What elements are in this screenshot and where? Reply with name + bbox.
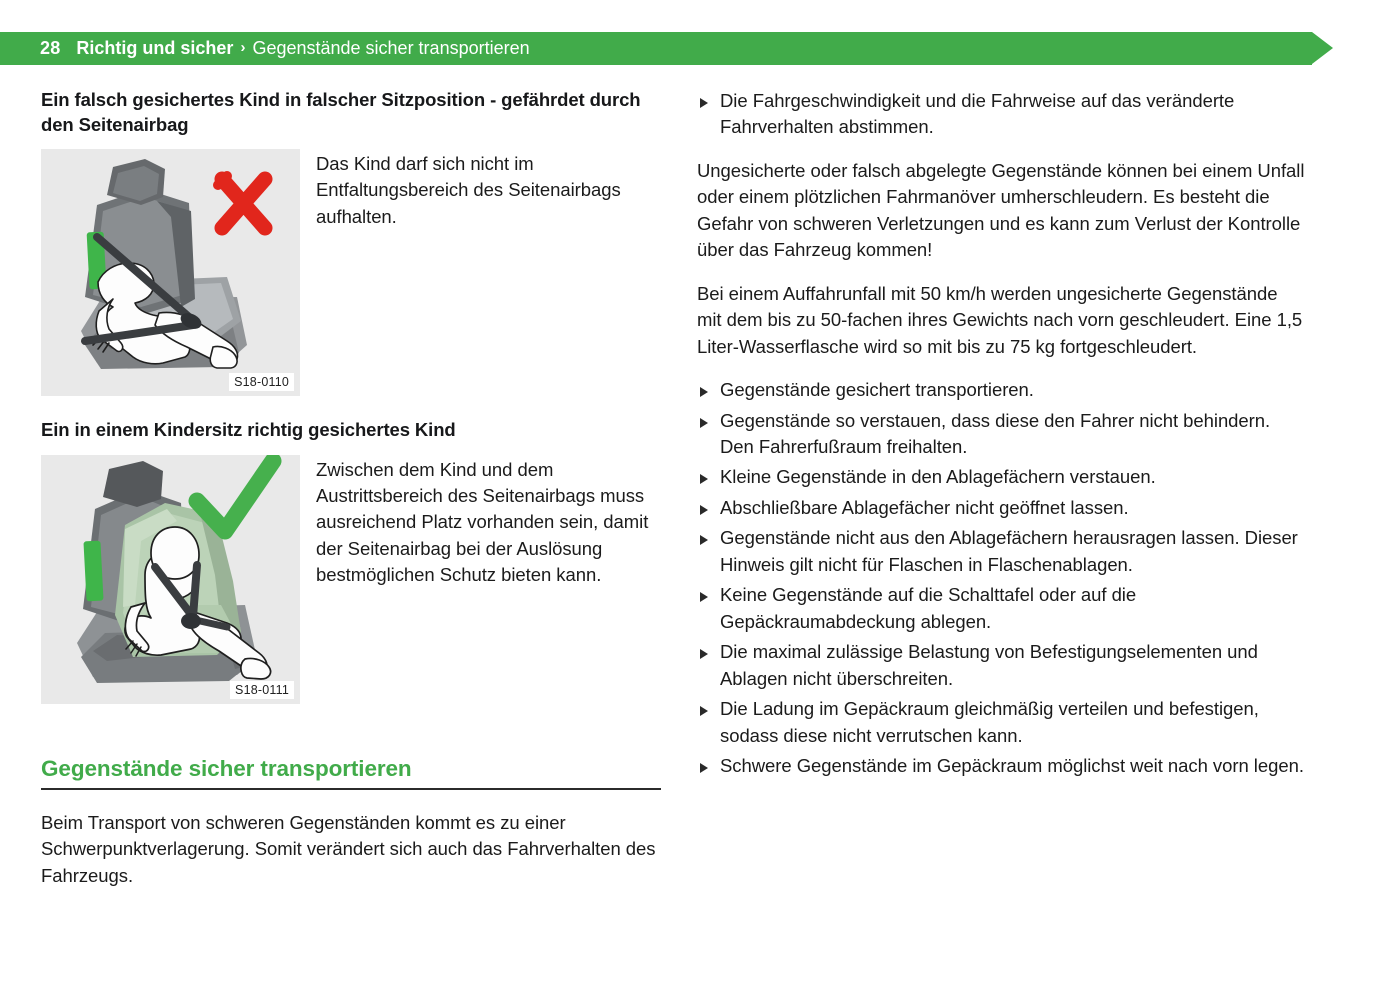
- subheading-wrong-seating: Ein falsch gesichertes Kind in falscher Sitzposition - gefährdet durch den Seitenairbag: [41, 89, 641, 135]
- list-item: Gegenstände gesichert transportieren.: [697, 377, 1305, 403]
- figure-block-wrong: [41, 149, 661, 396]
- bullet-list-main: [697, 377, 1305, 779]
- breadcrumb-separator-icon: ›: [240, 39, 246, 56]
- section-heading: Gegenstände sicher transportieren: [41, 755, 412, 781]
- figure-caption: S18-0111: [230, 681, 294, 699]
- breadcrumb-chapter: Richtig und sicher: [76, 38, 234, 58]
- right-paragraph-1: Ungesicherte oder falsch abgelegte Gegenstände können bei einem Unfall oder einem plötzlichen Fahrmanöver umherschleudern. Es besteht die Gefahr von schweren Verletzungen und es kann zum Verlust der Kontrolle über das Fahrzeug kommen!: [697, 159, 1305, 261]
- subheading-correct-childseat: Ein in einem Kindersitz richtig gesichertes Kind: [41, 419, 456, 441]
- list-item: Gegenstände so verstauen, dass diese den Fahrer nicht behindern. Den Fahrerfußraum freihalten.: [697, 408, 1305, 461]
- section-paragraph-1: Beim Transport von schweren Gegenständen kommt es zu einer Schwerpunktverlagerung. Somit verändert sich auch das Fahrverhalten des Fahrzeugs.: [41, 811, 656, 886]
- right-column: [697, 88, 1305, 783]
- right-paragraph-2: Bei einem Auffahrunfall mit 50 km/h werden ungesicherte Gegenstände mit dem bis zu 50-fachen ihres Gewichts nach vorn geschleudert. Eine 1,5 Liter-Wasserflasche wird so mit bis zu 75 kg fortgeschleudert.: [697, 282, 1303, 357]
- car-seat-wrong-illustration: [41, 149, 300, 396]
- list-item: Die maximal zulässige Belastung von Befestigungselementen und Ablagen nicht überschreiten.: [697, 639, 1305, 692]
- section-heading-rule: [41, 788, 661, 790]
- list-item: Keine Gegenstände auf die Schalttafel oder auf die Gepäckraumabdeckung ablegen.: [697, 582, 1305, 635]
- illustration-child-correct-seat: [41, 455, 300, 704]
- list-item: Gegenstände nicht aus den Ablagefächern herausragen lassen. Dieser Hinweis gilt nicht für Flaschen in Flaschenablagen.: [697, 525, 1305, 578]
- list-item: Die Ladung im Gepäckraum gleichmäßig verteilen und befestigen, sodass diese nicht verrutschen kann.: [697, 696, 1305, 749]
- figure-caption: S18-0110: [229, 373, 294, 391]
- page-number: 28: [40, 38, 61, 58]
- bullet-list-top: [697, 88, 1305, 141]
- page-header-bar: [0, 32, 1312, 65]
- list-item: Kleine Gegenstände in den Ablagefächern verstauen.: [697, 464, 1305, 490]
- list-item: Abschließbare Ablagefächer nicht geöffnet lassen.: [697, 495, 1305, 521]
- figure-description-correct: Zwischen dem Kind und dem Austrittsbereich des Seitenairbags muss ausreichend Platz vorhanden sein, damit der Seitenairbag bei der Auslösung bestmöglichen Schutz bieten kann.: [316, 458, 649, 585]
- list-item: Die Fahrgeschwindigkeit und die Fahrweise auf das veränderte Fahrverhalten abstimmen.: [697, 88, 1305, 141]
- header-arrow-icon: [1312, 32, 1333, 64]
- illustration-child-wrong-position: [41, 149, 300, 396]
- figure-block-correct: [41, 455, 661, 704]
- child-seat-correct-illustration: [41, 455, 300, 704]
- list-item: Schwere Gegenstände im Gepäckraum möglichst weit nach vorn legen.: [697, 753, 1305, 779]
- figure-description-wrong: Das Kind darf sich nicht im Entfaltungsbereich des Seitenairbags aufhalten.: [316, 153, 621, 227]
- breadcrumb-section: Gegenstände sicher transportieren: [252, 38, 530, 58]
- left-column: [41, 88, 661, 906]
